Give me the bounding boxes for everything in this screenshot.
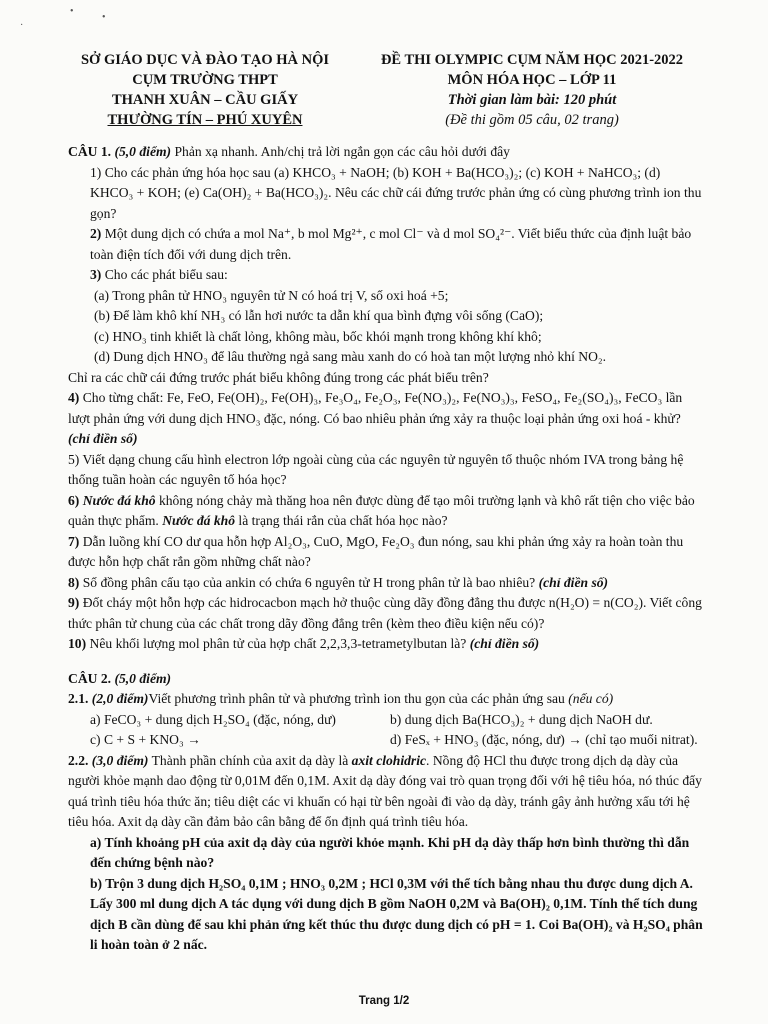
scan-speck: • (70, 6, 74, 17)
question-4: 4) Cho từng chất: Fe, FeO, Fe(OH)₂, Fe(OH)₃, Fe₃O₄, Fe₂O₃, Fe(NO₃)₂, Fe(NO₃)₃, FeSO₄, Fe₂(SO₄)₃, FeCO₃ lần lượt phản ứng với dung dịch HNO₃ đặc, nóng. Có bao nhiêu phản ứng xảy ra thuộc loại phản ứng oxi hoá - khử? (chỉ điền số) (68, 390, 683, 446)
section-2-2-a: a) Tính khoảng pH của axit dạ dày của người khỏe mạnh. Khi pH dạ dày thấp hơn bình thường thì dẫn đến chứng bệnh nào? (90, 834, 690, 870)
reactions-row-1 (68, 710, 706, 731)
question-3: 3) Cho các phát biểu sau: (90, 267, 228, 282)
exam-title: ĐỀ THI OLYMPIC CỤM NĂM HỌC 2021-2022 (380, 52, 684, 68)
reaction-c: c) C + S + KNO₃ → (90, 732, 201, 747)
reaction-d: d) FeSₓ + HNO₃ (đặc, nóng, dư) → (chỉ tạo muối nitrat). (390, 732, 698, 747)
exam-subject: MÔN HÓA HỌC – LỚP 11 (447, 72, 617, 88)
reactions-row-2 (68, 730, 706, 751)
section-2-2: 2.2. (3,0 điểm) Thành phần chính của axit dạ dày là axit clohidric. Nồng độ HCl thu được trong dịch dạ dày của người khỏe mạnh dao động từ 0,01M đến 0,1M. Axit dạ dày đóng vai trò quan trọng đối với hệ tiêu hóa, nó thúc đẩy quá trình tiêu hóa thức ăn; tiêu diệt các vi khuẩn có hại từ bên ngoài đi vào dạ dày, tránh gây ảnh hưởng xấu tới hệ tiêu hóa. Axit dạ dày cần đảm bảo cân bằng để ổn định quá trình tiêu hóa. (68, 752, 702, 829)
question-5: 5) Viết dạng chung cấu hình electron lớp ngoài cùng của các nguyên tử nguyên tố thuộc nhóm IVA trong bảng hệ thống tuần hoàn các nguyên tố hóa học? (68, 451, 684, 487)
issuer-schools-1: THANH XUÂN – CẦU GIẤY (111, 92, 299, 108)
question-6: 6) Nước đá khô không nóng chảy mà thăng hoa nên được dùng để tạo môi trường lạnh và khô rất tiện cho việc bảo quản thực phẩm. Nước đá khô là trạng thái rắn của chất hóa học nào? (68, 492, 695, 528)
question-3-ask: Chỉ ra các chữ cái đứng trước phát biểu không đúng trong các phát biểu trên? (68, 369, 489, 385)
issuer-department: SỞ GIÁO DỤC VÀ ĐÀO TẠO HÀ NỘI (80, 52, 329, 68)
exam-duration: Thời gian làm bài: 120 phút (447, 92, 617, 108)
statement-b: (b) Để làm khô khí NH₃ có lẫn hơi nước ta dẫn khí qua bình đựng vôi sống (CaO); (94, 308, 544, 323)
section-2-2-b: b) Trộn 3 dung dịch H₂SO₄ 0,1M ; HNO₃ 0,2M ; HCl 0,3M với thể tích bằng nhau thu được dung dịch A. Lấy 300 ml dung dịch A tác dụng với dung dịch B gồm NaOH 0,2M và Ba(OH)₂ 0,1M. Tính thể tích dung dịch B cần dùng để sau khi phản ứng kết thúc thu được dung dịch có pH = 1. Coi Ba(OH)₂ và H₂SO₄ phân li hoàn toàn ở 2 nấc. (90, 875, 703, 952)
scan-speck: · (20, 20, 24, 31)
section-2-1: 2.1. (2,0 điểm)Viết phương trình phân tử và phương trình ion thu gọn của các phản ứng sau (nếu có) (68, 691, 614, 706)
question-10: 10) Nêu khối lượng mol phân tử của hợp chất 2,2,3,3-tetrametylbutan là? (chỉ điền số) (68, 636, 540, 651)
cau2-points: (5,0 điểm) (114, 670, 172, 686)
cau1-heading (68, 142, 706, 163)
statement-a: (a) Trong phân tử HNO₃ nguyên tử N có hoá trị V, số oxi hoá +5; (94, 287, 449, 303)
exam-pages-note: (Đề thi gồm 05 câu, 02 trang) (445, 112, 619, 128)
question-8: 8) Số đồng phân cấu tạo của ankin có chứa 6 nguyên tử H trong phân tử là bao nhiêu? (chỉ điền số) (68, 574, 609, 590)
question-2: 2) Một dung dịch có chứa a mol Na⁺, b mol Mg²⁺, c mol Cl⁻ và d mol SO₄²⁻. Viết biểu thức của định luật bảo toàn điện tích đối với dung dịch trên. (90, 226, 692, 262)
section-gap (68, 655, 706, 669)
page-number: Trang 1/2 (358, 995, 410, 1007)
exam-body (68, 142, 706, 956)
cau1-intro: Phản xạ nhanh. Anh/chị trả lời ngắn gọn các câu hỏi dưới đây (171, 144, 510, 159)
cau1-title: CÂU 1. (68, 144, 112, 159)
issuer-schools-2: THƯỜNG TÍN – PHÚ XUYÊN (107, 112, 303, 128)
statement-c: (c) HNO₃ tinh khiết là chất lỏng, không màu, bốc khói mạnh trong không khí khô; (94, 328, 542, 344)
question-9: 9) Đốt cháy một hỗn hợp các hidrocacbon mạch hở thuộc cùng dãy đồng đẳng thu được n(H₂O) = n(CO₂). Viết công thức phân tử chung của các chất trong dãy đồng đẳng trên (kèm theo điều kiện nếu có)? (68, 595, 702, 631)
exam-header (352, 50, 712, 130)
cau2-heading (68, 669, 706, 690)
question-1: 1) Cho các phản ứng hóa học sau (a) KHCO₃ + NaOH; (b) KOH + Ba(HCO₃)₂; (c) KOH + NaHCO₃; (d) KHCO₃ + KOH; (e) Ca(OH)₂ + Ba(HCO₃)₂. Nêu các chữ cái đứng trước phản ứng có cùng phương trình ion thu gọn? (90, 164, 702, 221)
statement-d: (d) Dung dịch HNO₃ để lâu thường ngả sang màu xanh do có hoà tan một lượng nhỏ khí NO₂. (94, 349, 607, 364)
cau2-title: CÂU 2. (68, 670, 112, 686)
reaction-b: b) dung dịch Ba(HCO₃)₂ + dung dịch NaOH dư. (390, 711, 653, 727)
issuer-cluster: CỤM TRƯỜNG THPT (132, 72, 278, 88)
issuer-header (60, 50, 350, 130)
scan-speck: • (102, 12, 106, 23)
reaction-a: a) FeCO₃ + dung dịch H₂SO₄ (đặc, nóng, dư) (90, 711, 336, 727)
question-7: 7) Dẫn luồng khí CO dư qua hỗn hợp Al₂O₃, CuO, MgO, Fe₂O₃ đun nóng, sau khi phản ứng xảy ra hoàn toàn thu được hỗn hợp chất rắn gồm những chất nào? (68, 533, 684, 569)
cau1-points: (5,0 điểm) (114, 144, 172, 159)
